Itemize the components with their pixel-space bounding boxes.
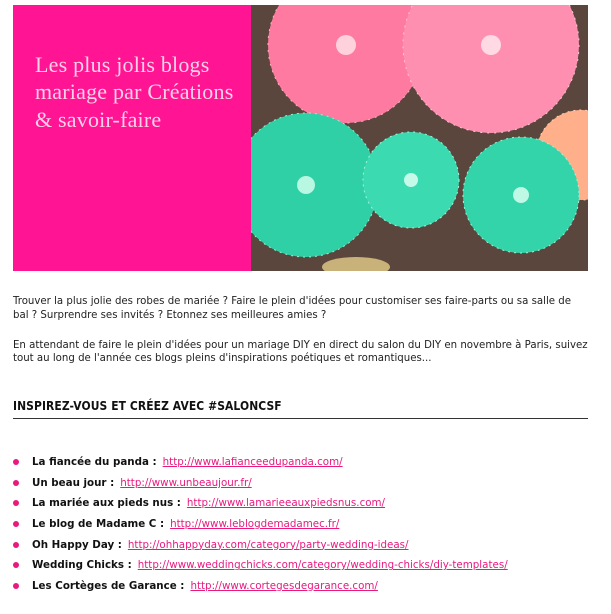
list-item (13, 452, 588, 473)
blog-link[interactable]: http://www.lamarieeauxpiedsnus.com/ (186, 497, 386, 510)
blog-list (13, 452, 588, 596)
list-item (13, 576, 588, 597)
list-item (13, 534, 588, 555)
hero-title: Les plus jolis blogs mariage par Créations & savoir-faire (35, 52, 234, 132)
list-item (13, 473, 588, 494)
hero-title-panel (13, 5, 251, 271)
list-item (13, 555, 588, 576)
bullet-icon (13, 583, 19, 589)
paper-fans-illustration (251, 5, 588, 271)
blog-name: Un beau jour : (32, 476, 115, 489)
blog-link[interactable]: http://www.weddingchicks.com/category/wedding-chicks/diy-templates/ (137, 559, 508, 572)
blog-name: Oh Happy Day : (32, 538, 122, 551)
bullet-icon (13, 459, 19, 465)
paper-fans-photo (251, 5, 588, 271)
section-heading-text: INSPIREZ-VOUS ET CRÉEZ AVEC #SALONCSF (13, 398, 282, 413)
section-heading (13, 398, 588, 419)
intro-text (13, 295, 588, 382)
blog-name: La mariée aux pieds nus : (32, 497, 181, 510)
blog-link[interactable]: http://www.cortegesdegarance.com/ (190, 579, 378, 592)
blog-link[interactable]: http://www.leblogdemadamec.fr/ (170, 518, 340, 531)
bullet-icon (13, 542, 19, 548)
bullet-icon (13, 521, 19, 527)
blog-link[interactable]: http://ohhappyday.com/category/party-wedding-ideas/ (127, 538, 409, 551)
blog-name: La fiancée du panda : (32, 456, 157, 469)
blog-name: Wedding Chicks : (32, 559, 132, 572)
blog-name: Le blog de Madame C : (32, 518, 165, 531)
intro-paragraph-1: Trouver la plus jolie des robes de mariée ? Faire le plein d'idées pour customiser ses faire-parts ou sa salle de bal ? Surprendre ses invités ? Etonnez ses meilleures amies ? (13, 296, 572, 321)
list-item (13, 493, 588, 514)
bullet-icon (13, 480, 19, 486)
bullet-icon (13, 562, 19, 568)
blog-link[interactable]: http://www.lafianceedupanda.com/ (162, 456, 343, 469)
bullet-icon (13, 500, 19, 506)
intro-paragraph-2: En attendant de faire le plein d'idées pour un mariage DIY en direct du salon du DIY en novembre à Paris, suivez tout au long de l'année ces blogs pleins d'inspirations poétiques et romantiques... (13, 339, 588, 365)
blog-link[interactable]: http://www.unbeaujour.fr/ (120, 476, 252, 489)
hero-banner (13, 5, 588, 271)
blog-name: Les Cortèges de Garance : (32, 579, 185, 592)
list-item (13, 514, 588, 535)
